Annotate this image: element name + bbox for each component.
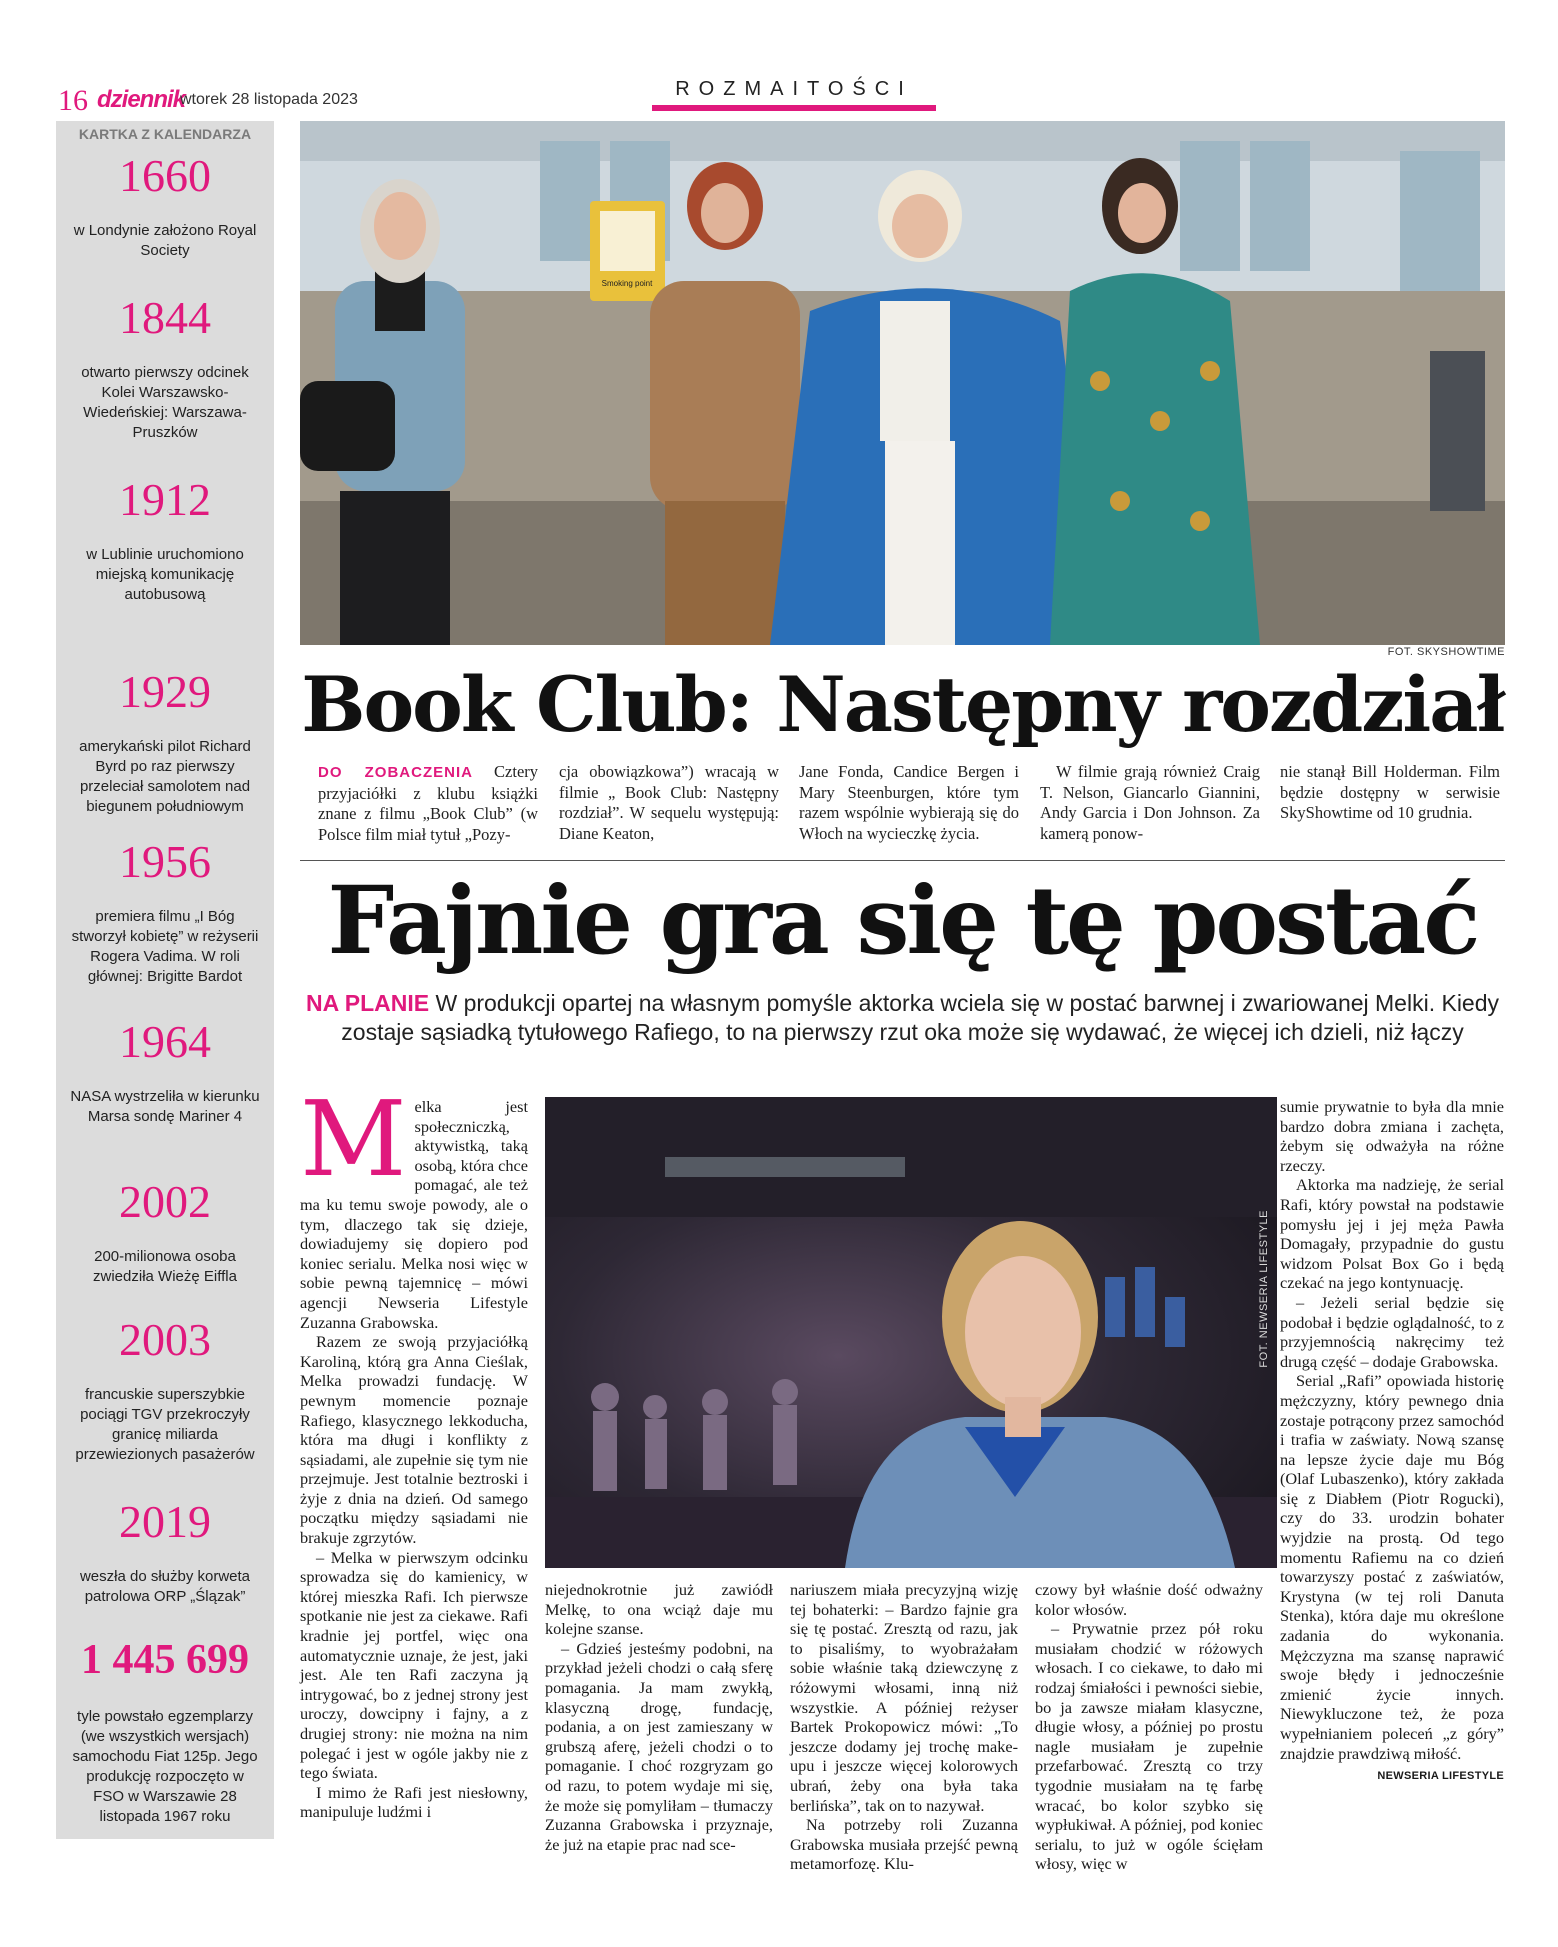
divider (300, 860, 1505, 861)
article-column-2 (545, 1580, 773, 1854)
column-text: W filmie grają również Craig T. Nelson, Giancarlo Giannini, Andy Garcia i Don Johnson. Za kamerą ponow- (1040, 762, 1260, 843)
paragraph: sumie prywatnie to była dla mnie bardzo dobra zmiana i zachęta, żebym się odważyła na różne rzeczy. (1280, 1097, 1504, 1175)
photo-credit: FOT. NEWSERIA LIFESTYLE (1258, 1210, 1270, 1368)
calendar-text: weszła do służby korweta patrolowa ORP „Ślązak” (79, 1568, 251, 1605)
calendar-entry (56, 1016, 274, 1127)
calendar-text: w Londynie założono Royal Society (73, 222, 257, 259)
article-column-4 (1035, 1580, 1263, 1874)
calendar-text: w Lublinie uruchomiono miejską komunikację autobusową (86, 546, 244, 603)
article-column-5 (1280, 1097, 1504, 1787)
article-signature: NEWSERIA LIFESTYLE (1377, 1770, 1504, 1783)
calendar-year: 2002 (119, 1176, 211, 1227)
calendar-text: premiera filmu „I Bóg stworzył kobietę” w reżyserii Rogera Vadima. W roli głównej: Brigitte Bardot (71, 908, 259, 985)
calendar-text: francuskie superszybkie pociągi TGV przekroczyły granicę miliarda przewiezionych pasażerów (75, 1386, 255, 1463)
paragraph: nariuszem miała precyzyjną wizję tej bohaterki: – Bardzo fajnie gra się tę postać. Zresztą od razu, jak to pisaliśmy, to wyobrażałam sobie właśnie taką dziewczynę z różowymi włosami, inną niż wszystkie. A później reżyser Bartek Prokopowicz mówi: „To jeszcze dodamy jej trochę make-upu i jeszcze więcej kolorowych ubrań, żeby ona była taka berlińska”, tak on to nazywał. (790, 1580, 1018, 1815)
calendar-year: 2019 (119, 1496, 211, 1547)
drop-cap: M (300, 1078, 407, 1200)
column-text: cja obowiązkowa”) wracają w filmie „ Book Club: Następny rozdział”. W sequelu występują: Diane Keaton, (559, 762, 779, 843)
book-club-column (1280, 762, 1500, 824)
paragraph: Razem ze swoją przyjaciółką Karoliną, którą gra Anna Cieślak, Melka prowadzi fundację. W pewnym momencie poznaje Rafiego, klasycznego lekkoducha, która ma długi i konflikty z sąsiadami, ale zupełnie się tym nie przejmuje. Jest totalnie beztroski i żyje z dnia na dzień. Od samego początku między sąsiadami nie brakuje zgrzytów. (300, 1332, 528, 1548)
calendar-sidebar (56, 121, 274, 1839)
calendar-stat (56, 1639, 274, 1827)
stat-number: 1 445 699 (81, 1637, 249, 1683)
paragraph: Na potrzeby roli Zuzanna Grabowska musiała przejść pewną metamorfozę. Klu- (790, 1815, 1018, 1874)
calendar-text: NASA wystrzeliła w kierunku Marsa sondę Mariner 4 (70, 1088, 260, 1125)
book-club-column (318, 762, 538, 845)
paragraph: elka jest społeczniczką, aktywistką, taką osobą, która chce pomagać, ale też ma ku temu swoje powody, ale o tym, dlaczego tak się dzieje, dowiadujemy się dopiero pod koniec serialu. Melka nosi więc w sobie pewną tajemnicę – mówi agencji Newseria Lifestyle Zuzanna Grabowska. (300, 1097, 528, 1332)
calendar-year: 1660 (119, 150, 211, 201)
column-text: Jane Fonda, Candice Bergen i Mary Steenburgen, które tym razem wspólnie wybierają się do Włoch na wycieczkę życia. (799, 762, 1019, 843)
paragraph: – Prywatnie przez pół roku musiałam chodzić w różowych włosach. I co ciekawe, to dało mi rodzaj śmiałości i pewności siebie, bo ja zawsze miałam klasyczne, długie włosy, a później po prostu nagle musiałam je zupełnie przefarbować. Zresztą co trzy tygodnie musiałam na tę farbę wracać, bo kolor szybko się wypłukiwał. A później, pod koniec serialu, to już w ogóle ścięłam włosy, więc w (1035, 1619, 1263, 1874)
calendar-year: 2003 (119, 1314, 211, 1365)
kicker: DO ZOBACZENIA (318, 764, 473, 781)
article-column-3 (790, 1580, 1018, 1874)
book-club-column (1040, 762, 1260, 844)
page-number: 16 (58, 84, 88, 117)
column-text: Cztery przyjaciółki z klubu książki znane z filmu „Book Club” (w Polsce film miał tytuł „Pozy- (318, 762, 539, 844)
calendar-entry (56, 666, 274, 817)
paragraph: – Jeżeli serial będzie się podobał i będzie oglądalność, to z przyjemnością nakręcimy też drugą część – dodaje Grabowska. (1280, 1292, 1504, 1371)
calendar-entry (56, 1176, 274, 1287)
interview-scene-illustration (545, 1097, 1277, 1568)
lead-text: W produkcji opartej na własnym pomyśle aktorka wciela się w postać barwnej i zwariowanej Melki. Kiedy zostaje sąsiadką tytułowego Rafiego, to na pierwszy rzut oka może się wydawać, że więcej ich dzieli, niż łączy (341, 990, 1500, 1045)
calendar-text: 200-milionowa osoba zwiedziła Wieżę Eiffla (93, 1248, 237, 1285)
paragraph: czowy był właśnie dość odważny kolor włosów. (1035, 1580, 1263, 1619)
calendar-entry (56, 1314, 274, 1465)
issue-date: wtorek 28 listopada 2023 (180, 91, 358, 108)
book-club-column (559, 762, 779, 844)
calendar-entry (56, 150, 274, 261)
calendar-text: otwarto pierwszy odcinek Kolei Warszawsko-Wiedeńskiej: Warszawa-Pruszków (81, 364, 249, 441)
paragraph: – Melka w pierwszym odcinku sprowadza się do kamienicy, w której mieszka Rafi. Ich pierwsze spotkanie nie jest za ciekawe. Rafi kradnie jej portfel, więc ona automatycznie uznaje, że jest, jaki jest. Ale ten Rafi zaczyna ją intrygować, bo z jednej strony jest uroczy, dowcipny i fajny, a z drugiej strony: nie można na nim polegać i jest w ogóle jakby nie z tego świata. (300, 1547, 528, 1783)
calendar-entry (56, 474, 274, 605)
calendar-year: 1929 (119, 666, 211, 717)
newspaper-logo: dziennik (97, 86, 186, 113)
article-lead (300, 989, 1505, 1047)
paragraph: niejednokrotnie już zawiódł Melkę, to ona wciąż daje mu kolejne szanse. (545, 1580, 773, 1639)
lead-kicker: NA PLANIE (305, 990, 430, 1016)
photo-credit: FOT. SKYSHOWTIME (1387, 646, 1505, 658)
book-club-photo (300, 121, 1505, 645)
paragraph: – Gdzieś jesteśmy podobni, na przykład jeżeli chodzi o całą sferę pomagania. Ja mam zwykłą, klasyczną drogę, fundację, podania, a on jest zamieszany w grubszą aferę, jeżeli chodzi o to pomaganie. I choć rozgryzam go od razu, to potem wydaje mi się, że może się pomyliłam – tłumaczy Zuzanna Grabowska i przyznaje, że już na etapie prac nad sce- (545, 1638, 773, 1854)
book-club-headline: Book Club: Następny rozdział (301, 660, 1504, 749)
column-text: nie stanął Bill Holderman. Film będzie dostępny w serwisie SkyShowtime od 10 grudnia. (1280, 762, 1500, 822)
actress-photo (545, 1097, 1277, 1568)
sidebar-title: KARTKA Z KALENDARZA (78, 126, 252, 142)
calendar-year: 1844 (119, 292, 211, 343)
paragraph: Aktorka ma nadzieję, że serial Rafi, który powstał na podstawie pomysłu jej i jej męża Pawła Domagały, przypadnie do gustu widzom Polsat Box Go i będą czekać na jego kontynuację. (1280, 1175, 1504, 1293)
calendar-year: 1956 (119, 836, 211, 887)
article-headline: Fajnie gra się tę postać (327, 866, 1478, 976)
calendar-year: 1964 (119, 1016, 211, 1067)
airport-sign: Smoking point (601, 279, 653, 288)
airport-scene-illustration (300, 121, 1505, 645)
paragraph: Serial „Rafi” opowiada historię mężczyzny, który pewnego dnia zostaje potrącony przez samochód i trafia w zaświaty. Nową szansę na lepsze życie daje mu Bóg (Olaf Lubaszenko), który zakłada się z Diabłem (Piotr Rogucki), czy do 33. urodzin bohater wyjdzie na prostą. Od tego momentu Rafiemu na co dzień towarzyszy postać z zaświatów, Krystyna (w tej roli Danuta Stenka), która daje mu określone zadania do wykonania. Mężczyzna ma szansę naprawić swoje błędy i jednocześnie zmienić życie innych. Niewykluczone też, że poza wypełnianiem poleceń „z góry” znajdzie prawdziwą miłość. (1280, 1371, 1504, 1763)
calendar-entry (56, 836, 274, 987)
calendar-entry (56, 1496, 274, 1607)
section-title: ROZMAITOŚCI (652, 78, 936, 111)
book-club-text (318, 762, 1503, 854)
book-club-column (799, 762, 1019, 844)
calendar-year: 1912 (119, 474, 211, 525)
calendar-text: amerykański pilot Richard Byrd po raz pierwszy przeleciał samolotem nad biegunem południowym (79, 738, 251, 815)
article-column-1 (300, 1078, 528, 1822)
stat-text: tyle powstało egzemplarzy (we wszystkich wersjach) samochodu Fiat 125p. Jego produkcję rozpoczęto w FSO w Warszawie 28 listopada 1967 roku (72, 1708, 258, 1825)
paragraph: I mimo że Rafi jest niesłowny, manipuluje ludźmi i (300, 1782, 528, 1822)
calendar-entry (56, 292, 274, 443)
